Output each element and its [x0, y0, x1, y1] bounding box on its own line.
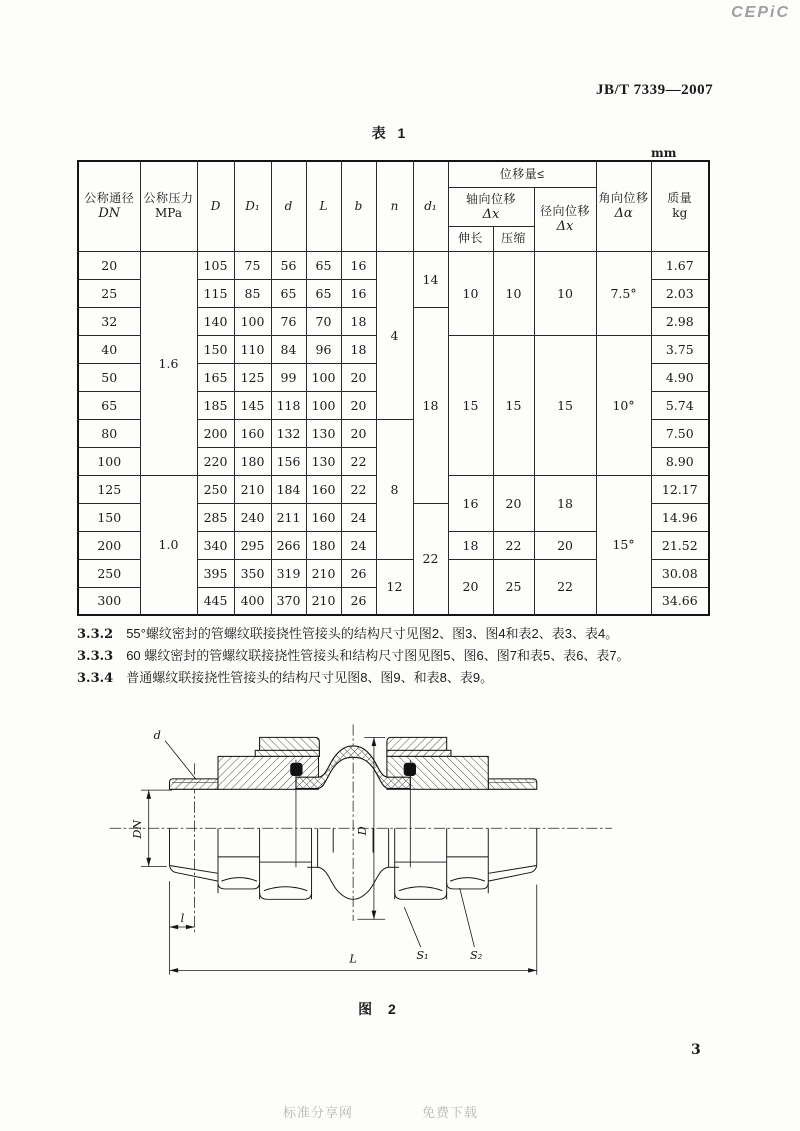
- table-cell: 15: [493, 335, 534, 475]
- col-header-mass-cn: 质量: [667, 191, 693, 206]
- table-cell: 125: [78, 475, 140, 503]
- table-cell: 2.98: [651, 307, 709, 335]
- paragraph-3-3-4: [77, 670, 717, 687]
- table-cell: 115: [197, 279, 234, 307]
- table-cell: 8: [376, 419, 413, 559]
- table-cell: 26: [341, 559, 376, 587]
- col-header-angular-cn: 角向位移: [598, 191, 649, 206]
- table-cell: 210: [306, 559, 341, 587]
- table-cell: 370: [271, 587, 306, 615]
- table-cell: 56: [271, 251, 306, 279]
- table-cell: 5.74: [651, 391, 709, 419]
- table-cell: 285: [197, 503, 234, 531]
- table-cell: 4: [376, 251, 413, 419]
- table-cell: 85: [234, 279, 271, 307]
- table-cell: 105: [197, 251, 234, 279]
- table-cell: 340: [197, 531, 234, 559]
- table-cell: 18: [341, 335, 376, 363]
- table-cell: 156: [271, 447, 306, 475]
- table-cell: 18: [341, 307, 376, 335]
- table-cell: 220: [197, 447, 234, 475]
- table-cell: 10°: [596, 335, 651, 475]
- spec-table: [77, 160, 710, 616]
- table-cell: 10: [448, 251, 493, 335]
- footer-download-label: 免费下载: [422, 1105, 479, 1120]
- table-cell: 160: [306, 475, 341, 503]
- table-cell: 16: [448, 475, 493, 531]
- table-cell: 26: [341, 587, 376, 615]
- standard-number: JB/T 7339—2007: [596, 82, 714, 98]
- figure-caption: 图 2: [358, 1001, 402, 1017]
- table-cell: 10: [534, 251, 596, 335]
- col-header-pressure-unit: MPa: [155, 206, 182, 221]
- clause-text: 普通螺纹联接挠性管接头的结构尺寸见图8、图9、和表8、表9。: [126, 670, 494, 685]
- paragraph-3-3-2: [77, 626, 717, 643]
- right-threaded-end-section: [488, 779, 537, 789]
- table-cell: 15°: [596, 475, 651, 615]
- footer-site-name: 标准分享网: [283, 1105, 354, 1120]
- table-cell: 16: [341, 251, 376, 279]
- col-header-D: D: [197, 161, 234, 251]
- table-cell: 140: [197, 307, 234, 335]
- table-cell: 180: [234, 447, 271, 475]
- table-cell: 180: [306, 531, 341, 559]
- table-cell: 7.50: [651, 419, 709, 447]
- table-cell: 295: [234, 531, 271, 559]
- cepic-watermark-logo: CEPiC: [731, 4, 790, 21]
- table-cell: 32: [78, 307, 140, 335]
- table-cell: 445: [197, 587, 234, 615]
- table-cell: 266: [271, 531, 306, 559]
- col-header-D1: D₁: [234, 161, 271, 251]
- table-cell: 1.6: [140, 251, 197, 475]
- s1-leader-line: [404, 907, 420, 947]
- table-cell: 25: [78, 279, 140, 307]
- table-cell: 14: [413, 251, 448, 307]
- table-cell: 18: [448, 531, 493, 559]
- col-header-axial-cn: 轴向位移: [465, 191, 516, 206]
- table-cell: 4.90: [651, 363, 709, 391]
- table-cell: 22: [341, 475, 376, 503]
- col-header-L: L: [306, 161, 341, 251]
- table-cell: 10: [493, 251, 534, 335]
- right-step-section: [387, 750, 451, 756]
- table-cell: 20: [78, 251, 140, 279]
- table-cell: 20: [341, 363, 376, 391]
- table-cell: 24: [341, 531, 376, 559]
- unit-label: mm: [651, 146, 677, 160]
- col-header-angular-sym: Δα: [614, 206, 633, 222]
- table-cell: 22: [534, 559, 596, 615]
- table-cell: 210: [306, 587, 341, 615]
- table-cell: 21.52: [651, 531, 709, 559]
- table-cell: 65: [78, 391, 140, 419]
- table-cell: 65: [306, 251, 341, 279]
- table-cell: 25: [493, 559, 534, 615]
- table-cell: 8.90: [651, 447, 709, 475]
- dim-label-l: l: [180, 911, 185, 925]
- paragraph-3-3-3: [77, 648, 717, 665]
- table-cell: 20: [341, 391, 376, 419]
- table-cell: 20: [534, 531, 596, 559]
- col-header-radial: [534, 187, 596, 251]
- clause-text: 60 螺纹密封的管螺纹联接挠性管接头和结构尺寸图见图5、图6、图7和表5、表6、表7。: [126, 648, 630, 663]
- table-row: [78, 251, 709, 279]
- table-cell: 12: [376, 559, 413, 615]
- table-cell: 22: [413, 503, 448, 615]
- table-cell: 100: [234, 307, 271, 335]
- table-cell: 84: [271, 335, 306, 363]
- table-cell: 350: [234, 559, 271, 587]
- table-cell: 150: [197, 335, 234, 363]
- col-header-angular: [596, 161, 651, 251]
- col-header-elongation: 伸长: [448, 226, 493, 251]
- table-cell: 130: [306, 419, 341, 447]
- table-cell: 40: [78, 335, 140, 363]
- clause-number: 3.3.3: [77, 649, 114, 664]
- table-cell: 50: [78, 363, 140, 391]
- table-cell: 70: [306, 307, 341, 335]
- col-header-axial: [448, 187, 534, 226]
- table-cell: 300: [78, 587, 140, 615]
- table-cell: 20: [341, 419, 376, 447]
- col-header-dn: [78, 161, 140, 251]
- table-cell: 145: [234, 391, 271, 419]
- table-cell: 15: [534, 335, 596, 475]
- table-cell: 130: [306, 447, 341, 475]
- table-cell: 34.66: [651, 587, 709, 615]
- table-cell: 76: [271, 307, 306, 335]
- dim-label-s2: S₂: [470, 949, 483, 963]
- page-number: 3: [691, 1042, 701, 1058]
- table-cell: 185: [197, 391, 234, 419]
- table-cell: 132: [271, 419, 306, 447]
- table-cell: 16: [341, 279, 376, 307]
- d-leader-line: [165, 741, 196, 780]
- figure-2-drawing: [95, 695, 710, 1030]
- col-header-radial-cn: 径向位移: [540, 204, 591, 218]
- table-cell: 184: [271, 475, 306, 503]
- table-cell: 2.03: [651, 279, 709, 307]
- table-cell: 99: [271, 363, 306, 391]
- clause-number: 3.3.2: [77, 627, 114, 642]
- clause-number: 3.3.4: [77, 671, 114, 686]
- table-cell: 118: [271, 391, 306, 419]
- col-header-pressure-cn: 公称压力: [143, 191, 194, 206]
- table-title: 表 1: [371, 125, 410, 141]
- table-cell: 210: [234, 475, 271, 503]
- col-header-n: n: [376, 161, 413, 251]
- right-seal-ring: [404, 763, 415, 775]
- table-cell: 14.96: [651, 503, 709, 531]
- table-cell: 80: [78, 419, 140, 447]
- col-header-pressure: [140, 161, 197, 251]
- col-header-d: d: [271, 161, 306, 251]
- dim-label-D: D: [356, 826, 370, 836]
- table-cell: 395: [197, 559, 234, 587]
- dim-label-s1: S₁: [416, 949, 429, 963]
- left-seal-ring: [291, 763, 302, 775]
- table-cell: 65: [306, 279, 341, 307]
- table-cell: 24: [341, 503, 376, 531]
- col-header-radial-sym: Δx: [556, 219, 574, 234]
- table-cell: 100: [78, 447, 140, 475]
- col-header-b: b: [341, 161, 376, 251]
- table-cell: 400: [234, 587, 271, 615]
- table-cell: 3.75: [651, 335, 709, 363]
- table-cell: 110: [234, 335, 271, 363]
- col-header-compression: 压缩: [493, 226, 534, 251]
- table-cell: 75: [234, 251, 271, 279]
- table-cell: 200: [197, 419, 234, 447]
- col-header-displacement: 位移量≤: [448, 161, 596, 187]
- s2-leader-line: [460, 888, 475, 947]
- table-cell: 200: [78, 531, 140, 559]
- table-cell: 160: [234, 419, 271, 447]
- table-cell: 30.08: [651, 559, 709, 587]
- table-cell: 22: [341, 447, 376, 475]
- table-cell: 165: [197, 363, 234, 391]
- table-cell: 18: [413, 307, 448, 503]
- table-cell: 100: [306, 363, 341, 391]
- table-cell: 211: [271, 503, 306, 531]
- table-cell: 20: [448, 559, 493, 615]
- table-cell: 20: [493, 475, 534, 531]
- col-header-mass-unit: kg: [672, 206, 688, 221]
- col-header-d1: d₁: [413, 161, 448, 251]
- table-cell: 15: [448, 335, 493, 475]
- table-cell: 1.0: [140, 475, 197, 615]
- left-threaded-end-section: [169, 779, 218, 789]
- table-cell: 100: [306, 391, 341, 419]
- table-cell: 125: [234, 363, 271, 391]
- table-cell: 319: [271, 559, 306, 587]
- table-cell: 150: [78, 503, 140, 531]
- table-cell: 1.67: [651, 251, 709, 279]
- col-header-dn-cn: 公称通径: [84, 191, 135, 206]
- table-cell: 96: [306, 335, 341, 363]
- col-header-mass: [651, 161, 709, 251]
- table-cell: 65: [271, 279, 306, 307]
- table-cell: 12.17: [651, 475, 709, 503]
- dim-label-dn: DN: [130, 819, 144, 839]
- table-cell: 250: [197, 475, 234, 503]
- table-cell: 250: [78, 559, 140, 587]
- table-cell: 160: [306, 503, 341, 531]
- left-step-section: [255, 750, 319, 756]
- table-cell: 22: [493, 531, 534, 559]
- table-cell: 18: [534, 475, 596, 531]
- col-header-axial-sym: Δx: [482, 206, 500, 222]
- dim-label-L: L: [349, 952, 357, 966]
- table-cell: 240: [234, 503, 271, 531]
- dim-label-d: d: [153, 729, 161, 743]
- col-header-dn-sym: DN: [98, 206, 121, 222]
- clause-text: 55°螺纹密封的管螺纹联接挠性管接头的结构尺寸见图2、图3、图4和表2、表3、表4。: [126, 626, 619, 641]
- table-cell: 7.5°: [596, 251, 651, 335]
